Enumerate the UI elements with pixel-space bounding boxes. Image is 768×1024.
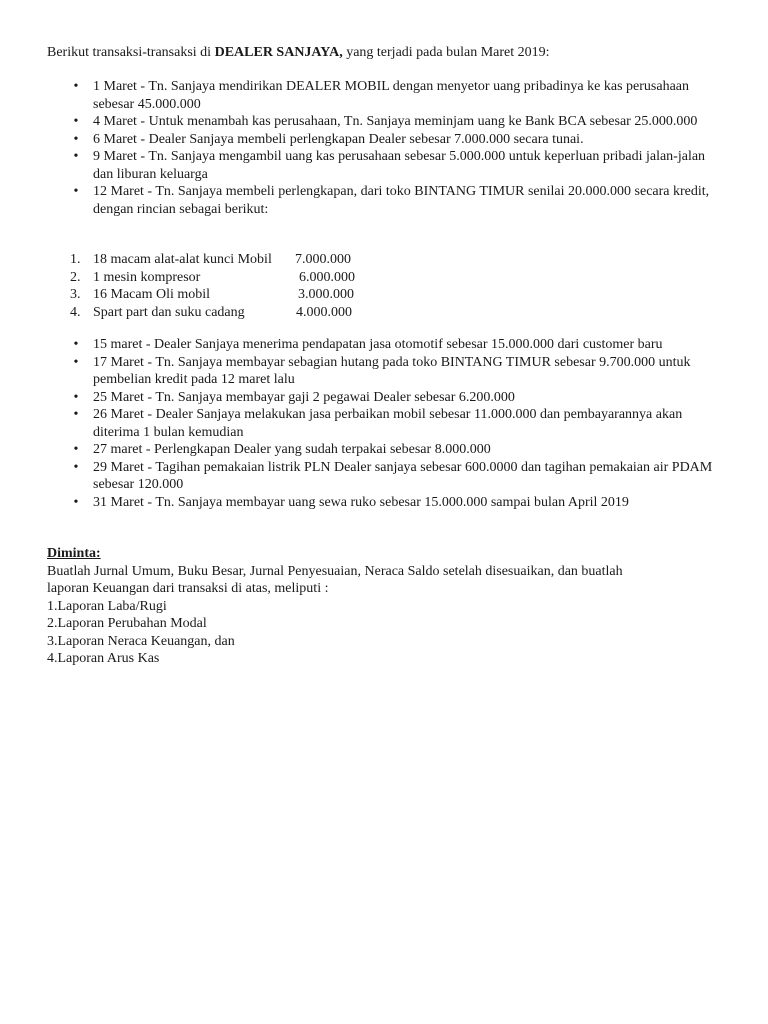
transaction-item bbox=[0, 354, 723, 389]
transaction-text: 17 Maret - Tn. Sanjaya membayar sebagian hutang pada toko BINTANG TIMUR sebesar 9.700.000 untuk pembelian kredit pada 12 maret lalu bbox=[93, 354, 691, 387]
intro-suffix: yang terjadi pada bulan Maret 2019: bbox=[342, 45, 550, 60]
report-item: 2.Laporan Perubahan Modal bbox=[47, 616, 207, 631]
transaction-list-first bbox=[0, 78, 768, 218]
transaction-text: 12 Maret - Tn. Sanjaya membeli perlengkapan, dari toko BINTANG TIMUR senilai 20.000.000 secara kredit, dengan rincian sebagai berikut: bbox=[93, 184, 710, 217]
item-number: 3. bbox=[70, 287, 81, 302]
item-amount: 6.000.000 bbox=[299, 269, 355, 285]
transaction-text: 15 maret - Dealer Sanjaya menerima pendapatan jasa otomotif sebesar 15.000.000 dari customer baru bbox=[93, 337, 663, 352]
transaction-text: 27 maret - Perlengkapan Dealer yang sudah terpakai sebesar 8.000.000 bbox=[93, 442, 491, 457]
transaction-item bbox=[0, 183, 723, 218]
item-description: 16 Macam Oli mobil bbox=[93, 287, 211, 302]
transaction-text: 26 Maret - Dealer Sanjaya melakukan jasa perbaikan mobil sebesar 11.000.000 dan pembayarannya akan diterima 1 bulan kemudian bbox=[93, 407, 683, 440]
bullet-icon: • bbox=[73, 114, 79, 129]
intro-prefix: Berikut transaksi-transaksi di bbox=[47, 45, 215, 60]
intro-paragraph bbox=[47, 44, 737, 62]
bullet-icon: • bbox=[73, 131, 79, 147]
item-number: 4. bbox=[70, 304, 81, 320]
transaction-item bbox=[0, 441, 723, 459]
transaction-item bbox=[0, 494, 723, 512]
transaction-item bbox=[0, 389, 723, 407]
transaction-text: 6 Maret - Dealer Sanjaya membeli perlengkapan Dealer sebesar 7.000.000 secara tunai. bbox=[93, 131, 584, 147]
transaction-item bbox=[0, 459, 723, 494]
item-amount: 4.000.000 bbox=[296, 304, 352, 320]
report-item: 4.Laporan Arus Kas bbox=[47, 651, 160, 666]
bullet-icon: • bbox=[73, 407, 79, 422]
request-text-line: laporan Keuangan dari transaksi di atas, meliputi : bbox=[47, 581, 329, 596]
item-number: 1. bbox=[70, 252, 81, 267]
item-amount: 3.000.000 bbox=[298, 287, 354, 302]
transaction-item bbox=[0, 336, 723, 354]
report-item: 1.Laporan Laba/Rugi bbox=[47, 598, 167, 614]
bullet-icon: • bbox=[73, 354, 79, 370]
transaction-text: 4 Maret - Untuk menambah kas perusahaan, Tn. Sanjaya meminjam uang ke Bank BCA sebesar 25.000.000 bbox=[93, 114, 698, 129]
transaction-text: 25 Maret - Tn. Sanjaya membayar gaji 2 pegawai Dealer sebesar 6.200.000 bbox=[93, 389, 515, 405]
request-text-line: Buatlah Jurnal Umum, Buku Besar, Jurnal Penyesuaian, Neraca Saldo setelah disesuaikan, dan buatlah bbox=[47, 563, 623, 579]
bullet-icon: • bbox=[73, 184, 79, 199]
bullet-icon: • bbox=[73, 79, 79, 94]
transaction-text: 1 Maret - Tn. Sanjaya mendirikan DEALER MOBIL dengan menyetor uang pribadinya ke kas perusahaan sebesar 45.000.000 bbox=[93, 79, 689, 112]
request-section bbox=[47, 545, 737, 668]
bullet-icon: • bbox=[73, 337, 79, 352]
transaction-list-second bbox=[0, 336, 768, 511]
company-name: DEALER SANJAYA, bbox=[214, 45, 343, 60]
bullet-icon: • bbox=[73, 442, 79, 457]
report-item: 3.Laporan Neraca Keuangan, dan bbox=[47, 633, 235, 649]
item-number: 2. bbox=[70, 269, 81, 285]
transaction-item bbox=[0, 406, 723, 441]
transaction-item bbox=[0, 131, 723, 149]
bullet-icon: • bbox=[73, 389, 79, 405]
transaction-item bbox=[0, 148, 723, 183]
request-heading: Diminta: bbox=[47, 546, 101, 561]
item-description: 18 macam alat-alat kunci Mobil bbox=[93, 252, 272, 267]
transaction-text: 9 Maret - Tn. Sanjaya mengambil uang kas perusahaan sebesar 5.000.000 untuk keperluan pribadi jalan-jalan dan liburan keluarga bbox=[93, 149, 706, 182]
bullet-icon: • bbox=[73, 494, 79, 510]
item-description: 1 mesin kompresor bbox=[93, 269, 201, 285]
transaction-item bbox=[0, 113, 723, 131]
item-description: Spart part dan suku cadang bbox=[93, 304, 245, 320]
transaction-text: 29 Maret - Tagihan pemakaian listrik PLN Dealer sanjaya sebesar 600.0000 dan tagihan pemakaian air PDAM sebesar 120.000 bbox=[93, 459, 713, 492]
bullet-icon: • bbox=[73, 149, 79, 164]
transaction-item bbox=[0, 78, 723, 113]
item-amount: 7.000.000 bbox=[295, 252, 351, 267]
bullet-icon: • bbox=[73, 459, 79, 475]
transaction-text: 31 Maret - Tn. Sanjaya membayar uang sewa ruko sebesar 15.000.000 sampai bulan April 2019 bbox=[93, 494, 629, 510]
